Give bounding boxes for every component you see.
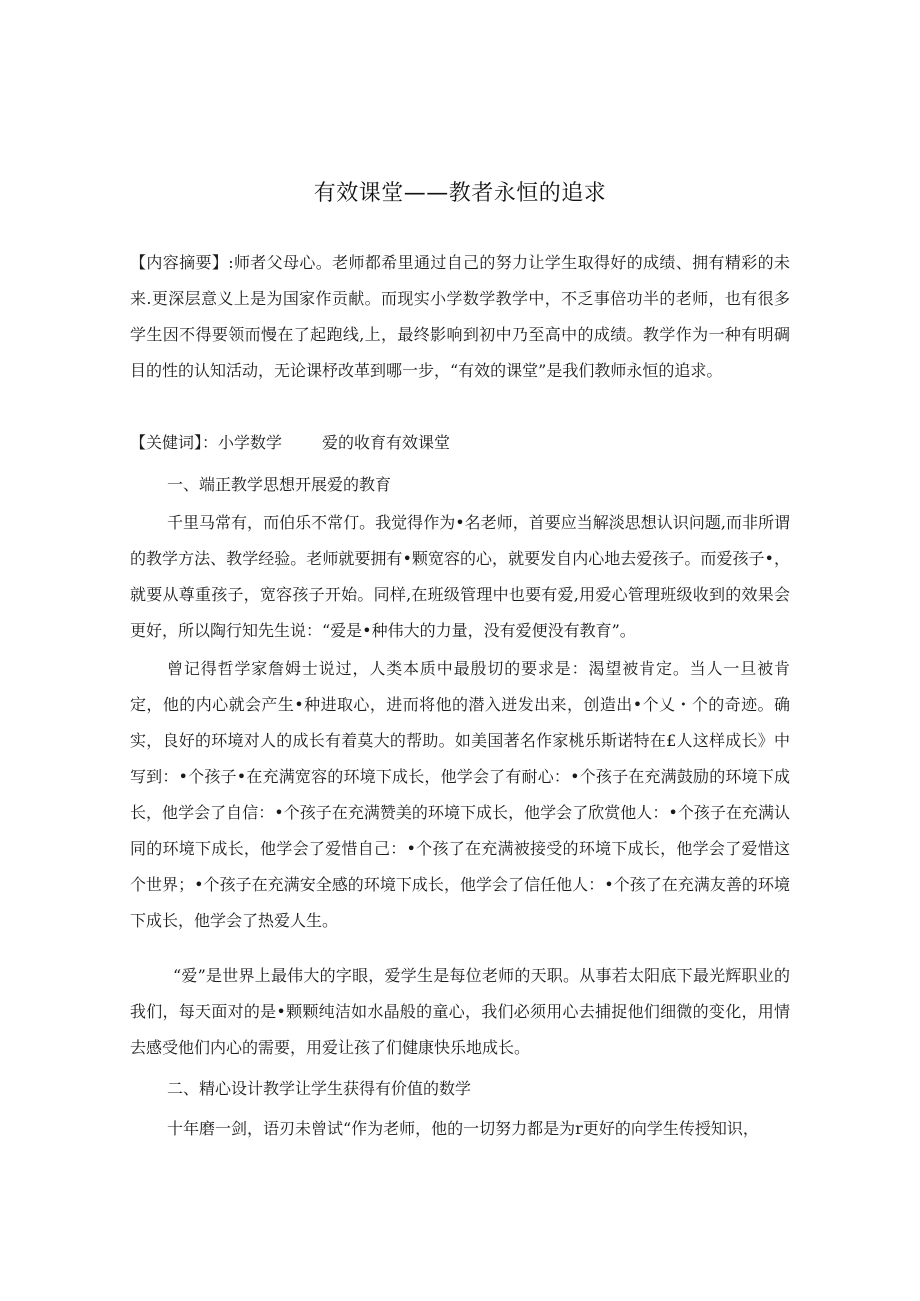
section-1-paragraph-3: “爱”是世界上最伟大的字眼，爱学生是每位老师的天职。从事若太阳底下最光辉职业的我们，每天面对的是•颗颗纯洁如水晶般的童心，我们必须用心去捕捉他们细微的变化，用情去感受他们内心的需要，用爱让孩了们健康快乐地成长。 bbox=[130, 966, 790, 1057]
keywords-rest: 爱的收育有效课堂 bbox=[322, 433, 451, 452]
abstract-paragraph: 【内容摘要】:师者父母心。老师都希里通过自己的努力让学生取得好的成绩、拥有精彩的未来.更深层意义上是为国家作贡献。而现实小学数学教学中，不乏事倍功半的老师，也有很多学生因不得要领而慢在了起跑线,上，最终影响到初中乃至高中的成绩。教学作为一种有明碉目的性的认知活动，无论课杼改革到哪一步，“有效的课堂”是我们教师永恒的追求。 bbox=[130, 253, 790, 380]
section-2-heading: 二、精心设计教学让学生获得有价值的数学 bbox=[167, 1079, 472, 1098]
section-1-paragraph-1: 千里马常有，而伯乐不常仃。我觉得作为•名老师，首要应当解淡思想认识问题,而非所谓的教学方法、教学经验。老师就要拥有•颗宽容的心，就要发自内心地去爱孩子。而爱孩子•，就要从尊重孩子，宽容孩子开始。同样,在班级管理中也要有爱,用爱心管理班级收到的效果会更好，所以陶行知先生说：“爱是•种伟大的力量，没有爱便没有教育”。 bbox=[130, 513, 790, 640]
document-title: 有效课堂——教者永恒的追求 bbox=[313, 181, 607, 206]
section-1-heading: 一、端正教学思想开展爱的教育 bbox=[167, 475, 392, 494]
keywords-label: 【关健词】：小学数学 bbox=[130, 433, 283, 452]
keywords-line bbox=[130, 425, 790, 461]
section-1-paragraph-2: 曾记得哲学家詹姆士说过，人类本质中最殷切的要求是：渴望被肯定。当人一旦被肯定，他的内心就会产生•种进取心，进而将他的潜入迸发出来，创造出•个乂・个的奇迹。确实，良好的环境对人的成长有着莫大的帮助。如美国著名作家桃乐斯诺特在£人这样成长》中写到：•个孩子•在充满宽容的环境下成长，他学会了有耐心：•个孩子在充满鼓励的环境下成长，他学会了自信：•个孩子在充满赞美的环境下成长，他学会了欣赏他人：•个孩子在充满认同的环境下成长，他学会了爱惜自己：•个孩了在充满被接受的环境下成长，他学会了爱惜这个世界；•个孩子在充满安全感的环境下成长，他学会了信任他人：•个孩了在充满友善的环境下成长，他学会了热爱人生。 bbox=[130, 659, 790, 930]
section-2-paragraph-1: 十年磨一剑，语刃未曾试“作为老师，他的一切努力都是为r更好的向学生传授知识， bbox=[167, 1119, 759, 1138]
